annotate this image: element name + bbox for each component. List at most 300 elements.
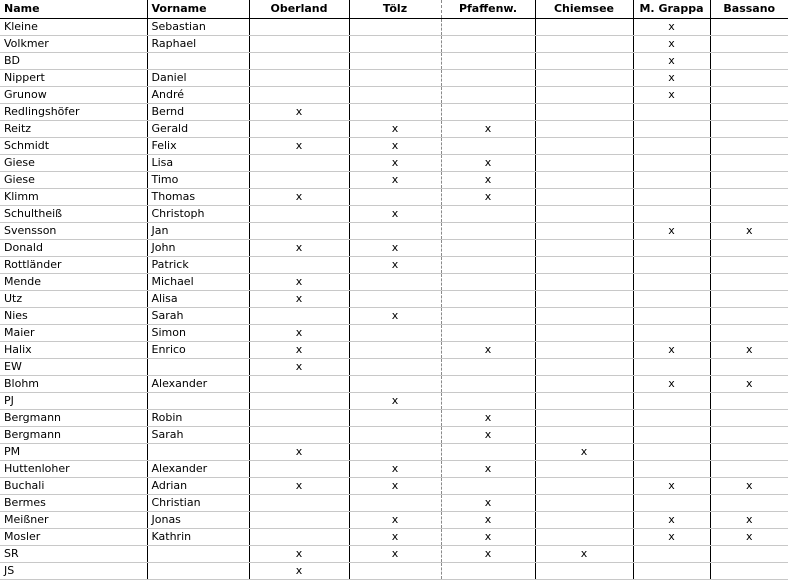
cell-pfaffenw [441,375,535,392]
cell-pfaffenw: x [441,426,535,443]
cell-vorname: Enrico [147,341,249,358]
cell-toelz [349,375,441,392]
cell-bassano [710,239,788,256]
cell-bassano [710,188,788,205]
cell-toelz [349,409,441,426]
cell-vorname [147,562,249,579]
cell-pfaffenw [441,562,535,579]
cell-m-grappa [633,188,710,205]
header-vorname: Vorname [147,0,249,18]
cell-oberland [249,409,349,426]
cell-pfaffenw [441,307,535,324]
table-row [0,69,788,86]
cell-name: PJ [0,392,147,409]
table-row [0,562,788,579]
cell-chiemsee [535,69,633,86]
cell-pfaffenw [441,443,535,460]
cell-chiemsee [535,35,633,52]
cell-bassano [710,392,788,409]
cell-bassano: x [710,528,788,545]
cell-toelz: x [349,171,441,188]
cell-pfaffenw [441,137,535,154]
cell-oberland: x [249,477,349,494]
cell-chiemsee [535,426,633,443]
cell-name: Mosler [0,528,147,545]
cell-pfaffenw: x [441,120,535,137]
cell-vorname: Sarah [147,426,249,443]
cell-oberland [249,392,349,409]
cell-oberland: x [249,273,349,290]
cell-vorname: Timo [147,171,249,188]
cell-name: SR [0,545,147,562]
cell-toelz [349,562,441,579]
cell-m-grappa: x [633,69,710,86]
cell-pfaffenw: x [441,409,535,426]
cell-vorname: Michael [147,273,249,290]
cell-oberland: x [249,545,349,562]
cell-bassano [710,494,788,511]
cell-pfaffenw [441,290,535,307]
table-row [0,171,788,188]
cell-name: Giese [0,171,147,188]
cell-name: Mende [0,273,147,290]
cell-bassano [710,171,788,188]
cell-name: Bermes [0,494,147,511]
cell-bassano [710,545,788,562]
cell-bassano: x [710,477,788,494]
cell-toelz [349,86,441,103]
cell-pfaffenw: x [441,171,535,188]
cell-pfaffenw [441,35,535,52]
cell-name: EW [0,358,147,375]
cell-toelz [349,324,441,341]
cell-toelz [349,18,441,35]
cell-vorname: Bernd [147,103,249,120]
cell-bassano [710,103,788,120]
table-row [0,120,788,137]
cell-pfaffenw [441,103,535,120]
cell-vorname: Raphael [147,35,249,52]
header-name: Name [0,0,147,18]
cell-m-grappa: x [633,222,710,239]
cell-oberland [249,511,349,528]
cell-bassano [710,307,788,324]
cell-m-grappa [633,426,710,443]
cell-m-grappa: x [633,375,710,392]
cell-m-grappa [633,307,710,324]
header-pfaffenw: Pfaffenw. [441,0,535,18]
table-row [0,443,788,460]
table-row [0,375,788,392]
cell-vorname: Jan [147,222,249,239]
cell-bassano [710,205,788,222]
table-row [0,528,788,545]
cell-bassano [710,460,788,477]
cell-vorname: André [147,86,249,103]
cell-vorname: Robin [147,409,249,426]
cell-vorname: Sarah [147,307,249,324]
table-row [0,358,788,375]
cell-name: Nies [0,307,147,324]
cell-bassano [710,154,788,171]
cell-vorname: Kathrin [147,528,249,545]
cell-toelz [349,103,441,120]
cell-pfaffenw [441,358,535,375]
cell-chiemsee: x [535,443,633,460]
cell-pfaffenw [441,477,535,494]
table-row [0,239,788,256]
cell-chiemsee [535,290,633,307]
cell-name: JS [0,562,147,579]
cell-toelz [349,290,441,307]
cell-name: Huttenloher [0,460,147,477]
cell-toelz: x [349,392,441,409]
cell-bassano [710,137,788,154]
cell-name: Redlingshöfer [0,103,147,120]
cell-m-grappa: x [633,52,710,69]
header-toelz: Tölz [349,0,441,18]
cell-m-grappa: x [633,341,710,358]
cell-m-grappa [633,494,710,511]
cell-toelz: x [349,239,441,256]
cell-oberland [249,69,349,86]
cell-pfaffenw [441,18,535,35]
table-row [0,137,788,154]
cell-pfaffenw: x [441,545,535,562]
cell-toelz: x [349,205,441,222]
table-row [0,86,788,103]
cell-bassano [710,69,788,86]
cell-name: Bergmann [0,409,147,426]
cell-vorname: Alexander [147,460,249,477]
cell-chiemsee [535,120,633,137]
cell-bassano: x [710,375,788,392]
cell-pfaffenw: x [441,188,535,205]
table-row [0,188,788,205]
cell-chiemsee [535,375,633,392]
table-row [0,154,788,171]
cell-m-grappa [633,239,710,256]
cell-oberland [249,171,349,188]
cell-toelz: x [349,511,441,528]
cell-pfaffenw: x [441,154,535,171]
cell-chiemsee [535,18,633,35]
cell-oberland [249,120,349,137]
table-row [0,460,788,477]
cell-toelz [349,358,441,375]
cell-oberland: x [249,443,349,460]
cell-bassano [710,120,788,137]
cell-name: Schultheiß [0,205,147,222]
cell-vorname: John [147,239,249,256]
cell-toelz: x [349,460,441,477]
cell-m-grappa [633,137,710,154]
cell-m-grappa [633,171,710,188]
cell-chiemsee [535,239,633,256]
cell-name: Nippert [0,69,147,86]
cell-toelz [349,69,441,86]
cell-name: Svensson [0,222,147,239]
table-row [0,205,788,222]
cell-pfaffenw: x [441,494,535,511]
header-oberland: Oberland [249,0,349,18]
cell-m-grappa [633,562,710,579]
table-row [0,52,788,69]
cell-chiemsee [535,188,633,205]
cell-vorname: Daniel [147,69,249,86]
cell-m-grappa: x [633,86,710,103]
cell-m-grappa [633,545,710,562]
cell-name: Utz [0,290,147,307]
cell-chiemsee [535,562,633,579]
cell-chiemsee [535,256,633,273]
cell-toelz [349,443,441,460]
cell-chiemsee [535,154,633,171]
cell-name: Buchali [0,477,147,494]
header-row [0,0,788,18]
cell-vorname: Thomas [147,188,249,205]
cell-m-grappa [633,273,710,290]
cell-name: BD [0,52,147,69]
cell-m-grappa: x [633,528,710,545]
cell-name: Meißner [0,511,147,528]
cell-chiemsee [535,324,633,341]
table-row [0,545,788,562]
cell-chiemsee [535,137,633,154]
cell-vorname [147,443,249,460]
cell-m-grappa [633,409,710,426]
cell-toelz [349,273,441,290]
cell-vorname: Jonas [147,511,249,528]
cell-pfaffenw [441,392,535,409]
cell-vorname: Adrian [147,477,249,494]
cell-vorname [147,52,249,69]
cell-oberland: x [249,239,349,256]
header-m-grappa: M. Grappa [633,0,710,18]
cell-chiemsee [535,273,633,290]
cell-oberland: x [249,562,349,579]
table-row [0,256,788,273]
cell-pfaffenw [441,205,535,222]
cell-vorname: Patrick [147,256,249,273]
cell-toelz [349,35,441,52]
cell-name: Bergmann [0,426,147,443]
cell-m-grappa: x [633,511,710,528]
cell-pfaffenw [441,324,535,341]
cell-pfaffenw [441,239,535,256]
cell-bassano [710,273,788,290]
cell-oberland [249,222,349,239]
cell-vorname: Simon [147,324,249,341]
table-row [0,273,788,290]
cell-oberland: x [249,358,349,375]
cell-name: Blohm [0,375,147,392]
cell-oberland: x [249,324,349,341]
cell-bassano: x [710,511,788,528]
cell-m-grappa [633,358,710,375]
cell-chiemsee [535,86,633,103]
cell-vorname [147,545,249,562]
cell-oberland [249,528,349,545]
cell-toelz: x [349,528,441,545]
table-row [0,324,788,341]
cell-chiemsee [535,358,633,375]
cell-chiemsee [535,52,633,69]
cell-chiemsee [535,171,633,188]
cell-m-grappa [633,154,710,171]
cell-vorname: Christian [147,494,249,511]
cell-vorname [147,358,249,375]
cell-oberland [249,18,349,35]
cell-pfaffenw: x [441,511,535,528]
table-row [0,222,788,239]
cell-vorname [147,392,249,409]
cell-pfaffenw: x [441,341,535,358]
cell-name: Donald [0,239,147,256]
cell-bassano [710,35,788,52]
cell-chiemsee [535,528,633,545]
cell-oberland [249,154,349,171]
cell-oberland: x [249,341,349,358]
cell-vorname: Alexander [147,375,249,392]
cell-vorname: Alisa [147,290,249,307]
cell-toelz [349,426,441,443]
cell-oberland [249,52,349,69]
table-row [0,341,788,358]
cell-chiemsee [535,222,633,239]
cell-name: Halix [0,341,147,358]
cell-name: Volkmer [0,35,147,52]
cell-vorname: Christoph [147,205,249,222]
cell-m-grappa [633,205,710,222]
table-row [0,426,788,443]
cell-bassano [710,256,788,273]
header-chiemsee: Chiemsee [535,0,633,18]
cell-m-grappa [633,103,710,120]
cell-bassano [710,86,788,103]
cell-toelz: x [349,137,441,154]
cell-m-grappa: x [633,477,710,494]
cell-oberland [249,86,349,103]
cell-chiemsee [535,409,633,426]
cell-oberland [249,307,349,324]
cell-name: Kleine [0,18,147,35]
cell-chiemsee [535,494,633,511]
cell-toelz [349,341,441,358]
cell-name: Giese [0,154,147,171]
table-row [0,103,788,120]
cell-m-grappa [633,460,710,477]
cell-pfaffenw [441,256,535,273]
cell-vorname: Gerald [147,120,249,137]
cell-toelz: x [349,545,441,562]
cell-bassano: x [710,341,788,358]
table-row [0,290,788,307]
cell-vorname: Felix [147,137,249,154]
cell-toelz: x [349,307,441,324]
table-row [0,392,788,409]
cell-name: Rottländer [0,256,147,273]
cell-bassano [710,562,788,579]
cell-bassano [710,324,788,341]
table-row [0,35,788,52]
cell-m-grappa [633,443,710,460]
cell-oberland [249,205,349,222]
table-row [0,511,788,528]
cell-toelz: x [349,154,441,171]
cell-bassano: x [710,222,788,239]
cell-toelz: x [349,477,441,494]
cell-bassano [710,290,788,307]
cell-oberland [249,256,349,273]
cell-bassano [710,52,788,69]
cell-m-grappa [633,256,710,273]
cell-oberland: x [249,290,349,307]
cell-name: PM [0,443,147,460]
table-row [0,477,788,494]
cell-pfaffenw [441,52,535,69]
cell-pfaffenw: x [441,460,535,477]
table-row [0,18,788,35]
cell-toelz [349,222,441,239]
cell-chiemsee [535,341,633,358]
cell-oberland [249,494,349,511]
cell-pfaffenw: x [441,528,535,545]
cell-pfaffenw [441,86,535,103]
cell-oberland: x [249,188,349,205]
cell-chiemsee [535,307,633,324]
cell-toelz [349,188,441,205]
cell-name: Reitz [0,120,147,137]
cell-name: Schmidt [0,137,147,154]
cell-name: Grunow [0,86,147,103]
cell-chiemsee [535,392,633,409]
cell-oberland: x [249,103,349,120]
cell-m-grappa: x [633,18,710,35]
cell-toelz: x [349,120,441,137]
cell-toelz: x [349,256,441,273]
cell-chiemsee [535,205,633,222]
cell-toelz [349,494,441,511]
cell-name: Klimm [0,188,147,205]
cell-oberland [249,426,349,443]
cell-bassano [710,426,788,443]
cell-m-grappa [633,120,710,137]
cell-bassano [710,409,788,426]
table-row [0,494,788,511]
cell-m-grappa [633,392,710,409]
cell-bassano [710,18,788,35]
cell-oberland [249,375,349,392]
cell-pfaffenw [441,69,535,86]
cell-oberland [249,35,349,52]
cell-pfaffenw [441,222,535,239]
header-bassano: Bassano [710,0,788,18]
table-row [0,409,788,426]
cell-vorname: Lisa [147,154,249,171]
cell-pfaffenw [441,273,535,290]
cell-toelz [349,52,441,69]
cell-m-grappa [633,324,710,341]
table-body [0,18,788,579]
cell-chiemsee [535,460,633,477]
cell-chiemsee: x [535,545,633,562]
cell-name: Maier [0,324,147,341]
table-row [0,307,788,324]
cell-bassano [710,358,788,375]
cell-chiemsee [535,477,633,494]
cell-m-grappa: x [633,35,710,52]
